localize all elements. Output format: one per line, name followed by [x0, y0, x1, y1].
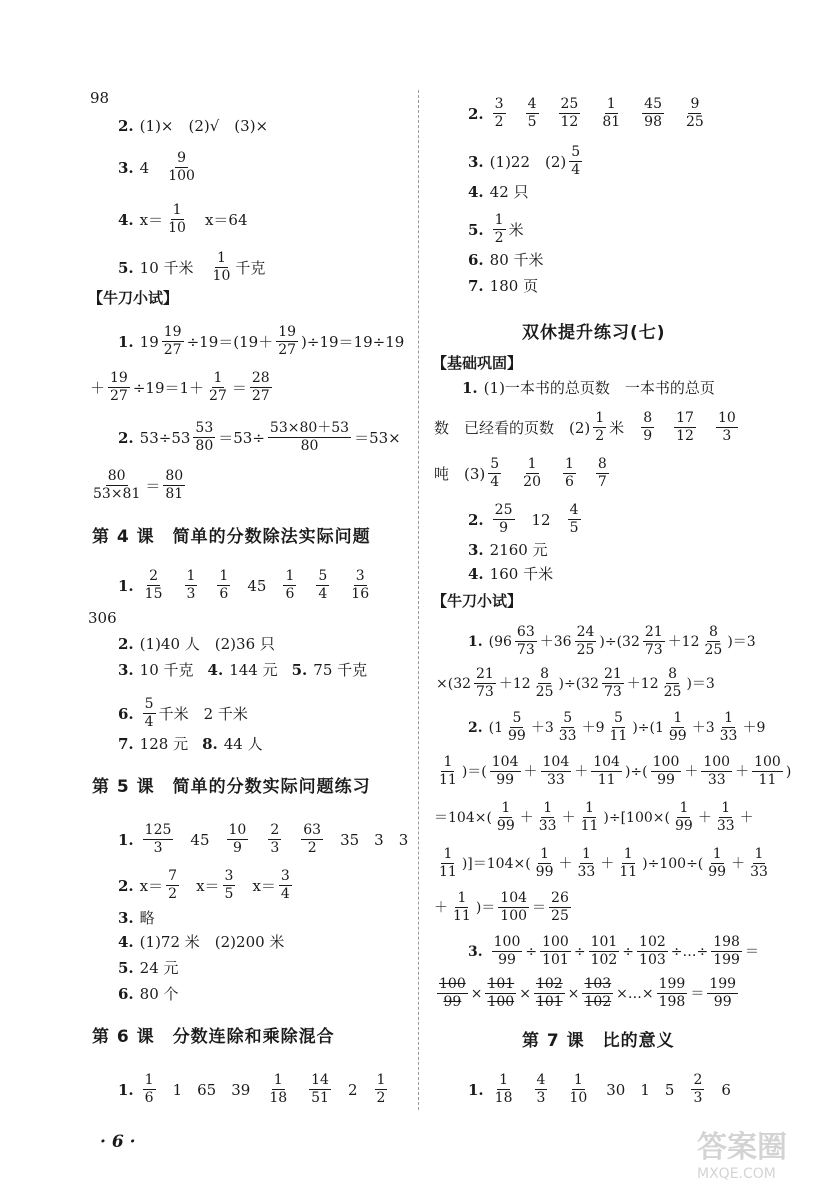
question-number: 4. [118, 210, 134, 229]
question-number: 5. [118, 959, 134, 977]
fraction: $\frac{25}{12}$ [560, 96, 579, 130]
answer-line: 1. $\frac{125}{3}$ 45 $\frac{10}{9}$ $\frac{2}{3}$ $\frac{63}{2}$ 35 3 3 [118, 822, 409, 856]
fraction: $\frac{80}{81}$ [165, 468, 184, 502]
question-number: 7. [118, 735, 134, 753]
question-number: 4. [468, 565, 484, 583]
answer-line: $\frac{1}{11}$ )＝( $\frac{104}{99}$ ＋ $\frac{104}{33}$ ＋ $\frac{104}{11}$ )÷( $\frac{100}{99}$ ＋ $\frac{100}{33}$ ＋ $\frac{100}{11}$ ) [439, 754, 792, 788]
fraction: $\frac{1}{99}$ [668, 710, 687, 744]
fraction: $\frac{25}{9}$ [494, 502, 513, 536]
fraction: $\frac{1}{20}$ [523, 456, 541, 490]
answer-line: ×(32 $\frac{21}{73}$ ＋12 $\frac{8}{25}$ )÷(32 $\frac{21}{73}$ ＋12 $\frac{8}{25}$ )＝3 [436, 666, 715, 700]
answer-line [90, 88, 109, 108]
answer-line: 7. 128 元 8. 44 人 [118, 735, 263, 753]
question-number: 7. [468, 277, 484, 295]
fraction: $\frac{4}{5}$ [569, 502, 579, 536]
lesson-title: 第 4 课 简单的分数除法实际问题 [92, 527, 371, 547]
fraction: $\frac{5}{4}$ [318, 568, 328, 602]
fraction: $\frac{2}{3}$ [270, 822, 280, 856]
question-number: 2. [118, 876, 134, 895]
fraction: $\frac{28}{27}$ [251, 370, 270, 404]
question-number: 6. [118, 704, 134, 723]
answer-line: 6. 80 千米 [468, 251, 544, 269]
fraction: $\frac{21}{73}$ [644, 624, 663, 658]
answer-line [118, 116, 268, 136]
fraction: $\frac{1}{18}$ [494, 1072, 513, 1106]
fraction: $\frac{1}{99}$ [674, 800, 693, 834]
answer-line: 5. 24 元 [118, 959, 179, 977]
question-number: 2. [468, 104, 484, 123]
fraction: $\frac{21}{73}$ [476, 666, 494, 700]
fraction: $\frac{100}{99}$ [652, 754, 680, 788]
question-number: 2. [118, 117, 134, 135]
page-number: · 6 · [100, 1132, 136, 1152]
fraction: $\frac{1}{2}$ [595, 410, 605, 444]
fraction: $\frac{100}{101}$ [542, 934, 569, 968]
fraction: $\frac{1}{6}$ [565, 456, 574, 490]
fraction: $\frac{3}{4}$ [280, 868, 290, 902]
fraction: $\frac{5}{4}$ [490, 456, 500, 490]
fraction: $\frac{19}{27}$ [278, 324, 297, 358]
fraction: $\frac{26}{25}$ [551, 890, 569, 924]
exercise-title: 双休提升练习(七) [522, 323, 666, 343]
answer-text: 千克 [235, 258, 266, 277]
fraction: $\frac{5}{33}$ [558, 710, 577, 744]
fraction: $\frac{1}{33}$ [716, 800, 735, 834]
fraction: $\frac{10}{3}$ [717, 410, 736, 444]
answer-line: 3. $\frac{100}{99}$ ÷ $\frac{100}{101}$ ÷ $\frac{101}{102}$ ÷ $\frac{102}{103}$ ÷…÷ $\frac{198}{199}$ ＝ [468, 934, 759, 968]
answer-line: 2. (1 $\frac{5}{99}$ ＋3 $\frac{5}{33}$ ＋9 $\frac{5}{11}$ )÷(1 $\frac{1}{99}$ ＋3 $\frac{1}{33}$ ＋9 [468, 710, 766, 744]
fraction: $\frac{1}{10}$ [569, 1072, 588, 1106]
question-number: 3. [118, 909, 134, 927]
answer-text: (1)× (2)√ (3)× [139, 117, 269, 135]
fraction: $\frac{198}{199}$ [713, 934, 740, 968]
watermark-text: 答案圈 [697, 1130, 787, 1165]
answer-line: 2. x＝ $\frac{7}{2}$ x＝ $\frac{3}{5}$ x＝ $\frac{3}{4}$ [118, 868, 290, 902]
watermark-url: MXQE.COM [697, 1166, 776, 1182]
lesson-title: 第 6 课 分数连除和乘除混合 [92, 1027, 335, 1047]
fraction: $\frac{8}{9}$ [643, 410, 653, 444]
lesson-title: 第 7 课 比的意义 [522, 1031, 675, 1051]
answer-line: ＋ $\frac{1}{11}$ )＝ $\frac{104}{100}$ ＝ $\frac{26}{25}$ [434, 890, 569, 924]
question-number: 1. [118, 576, 134, 595]
fraction: $\frac{1}{99}$ [708, 846, 727, 880]
answer-line: 3. 10 千克 4. 144 元 5. 75 千克 [118, 661, 368, 679]
answer-line [468, 96, 709, 131]
fraction: $\frac{102}{101}$ [535, 976, 563, 1010]
answer-line [118, 250, 265, 285]
question-number: 1. [118, 1080, 134, 1099]
answer-text: 10 千米 [139, 258, 194, 277]
fraction: $\frac{1}{11}$ [619, 846, 638, 880]
question-number: 1. [462, 379, 478, 397]
fraction: $\frac{100}{99}$ [493, 934, 521, 968]
fraction: $\frac{19}{27}$ [110, 370, 128, 404]
fraction: $\frac{2}{3}$ [693, 1072, 703, 1106]
question-number: 5. [291, 661, 308, 679]
fraction: $\frac{1}{99}$ [535, 846, 554, 880]
fraction: $\frac{63}{2}$ [303, 822, 322, 856]
question-number: 4. [207, 661, 224, 679]
fraction: $\frac{45}{98}$ [644, 96, 662, 130]
fraction: $\frac{1}{2}$ [376, 1072, 386, 1106]
fraction: $\frac{1}{99}$ [496, 800, 515, 834]
answer-text: x＝ [139, 210, 164, 229]
question-number: 3. [468, 541, 484, 559]
answer-line: 6. $\frac{5}{4}$ 千米 2 千米 [118, 696, 248, 730]
answer-line: 数 已经看的页数 (2) $\frac{1}{2}$ 米 $\frac{8}{9}$ $\frac{17}{12}$ $\frac{10}{3}$ [434, 410, 736, 444]
question-number: 3. [468, 943, 483, 960]
question-number: 2. [468, 719, 483, 736]
fraction: $\frac{2}{15}$ [144, 568, 163, 602]
fraction: $\frac{1}{27}$ [209, 370, 227, 404]
answer-line: 1. $\frac{2}{15}$ $\frac{1}{3}$ $\frac{1}{6}$ 45 $\frac{1}{6}$ $\frac{5}{4}$ $\frac{3}{16}$ [118, 568, 370, 602]
fraction: $\frac{80}{53\times 81}$ [93, 468, 141, 502]
fraction: $\frac{7}{2}$ [168, 868, 178, 902]
fraction: $\frac{1}{18}$ [269, 1072, 288, 1106]
fraction: $\frac{100}{11}$ [754, 754, 781, 788]
fraction: $\frac{5}{11}$ [609, 710, 628, 744]
fraction: $\frac{1}{6}$ [219, 568, 229, 602]
column-divider [418, 90, 419, 1110]
answer-line: ＋ $\frac{19}{27}$ ÷19＝1＋ $\frac{1}{27}$ ＝ $\frac{28}{27}$ [90, 370, 270, 404]
section-heading: 【牛刀小试】 [88, 289, 179, 307]
fraction: $\frac{9}{100}$ [168, 150, 195, 184]
question-number: 6. [468, 251, 484, 269]
fraction: $\frac{1}{2}$ [494, 212, 504, 246]
answer-line: 1. $\frac{1}{6}$ 1 65 39 $\frac{1}{18}$ $\frac{14}{51}$ 2 $\frac{1}{2}$ [118, 1072, 386, 1106]
question-number: 5. [118, 258, 134, 277]
fraction: $\frac{1}{81}$ [602, 96, 621, 130]
fraction: $\frac{5}{99}$ [508, 710, 526, 744]
fraction: $\frac{5}{4}$ [571, 144, 581, 178]
answer-line: 1. (96 $\frac{63}{73}$ ＋36 $\frac{24}{25}$ )÷(32 $\frac{21}{73}$ ＋12 $\frac{8}{25}$ )＝3 [468, 624, 756, 658]
fraction: $\frac{8}{25}$ [663, 666, 682, 700]
answer-line: 2. 53÷53 $\frac{53}{80}$ ＝53÷ $\frac{53\times 80+53}{80}$ ＝53× [118, 420, 401, 454]
fraction: $\frac{1}{10}$ [212, 250, 231, 284]
fraction: $\frac{8}{25}$ [704, 624, 723, 658]
fraction: $\frac{21}{73}$ [603, 666, 622, 700]
fraction: $\frac{1}{10}$ [168, 202, 186, 236]
answer-line: 3. (1)22 (2) $\frac{5}{4}$ [468, 144, 581, 178]
answer-line: 7. 180 页 [468, 277, 539, 295]
section-heading: 【牛刀小试】 [432, 592, 523, 610]
fraction: $\frac{53\times 80+53}{80}$ [269, 420, 350, 454]
answer-line: 3. 略 [118, 909, 155, 927]
fraction: $\frac{3}{16}$ [351, 568, 370, 602]
fraction: $\frac{24}{25}$ [576, 624, 595, 658]
fraction: $\frac{1}{33}$ [719, 710, 738, 744]
fraction: $\frac{14}{51}$ [311, 1072, 329, 1106]
fraction: $\frac{101}{100}$ [487, 976, 515, 1010]
fraction: $\frac{19}{27}$ [163, 324, 182, 358]
question-number: 3. [118, 158, 134, 177]
fraction: $\frac{1}{11}$ [439, 754, 457, 788]
answer-text: 98 [90, 89, 110, 107]
question-number: 4. [118, 933, 134, 951]
answer-line [118, 202, 248, 237]
fraction: $\frac{104}{100}$ [500, 890, 528, 924]
fraction: $\frac{4}{5}$ [527, 96, 537, 130]
fraction: $\frac{8}{7}$ [597, 456, 607, 490]
fraction: $\frac{104}{99}$ [491, 754, 519, 788]
fraction: $\frac{1}{3}$ [186, 568, 196, 602]
fraction: $\frac{10}{9}$ [228, 822, 247, 856]
fraction: $\frac{17}{12}$ [676, 410, 694, 444]
question-number: 2. [468, 510, 484, 529]
answer-line [118, 150, 200, 185]
answer-line: 306 [88, 609, 117, 627]
answer-line: 1. (1)一本书的总页数 一本书的总页 [462, 379, 715, 397]
answer-text: x＝64 [204, 210, 248, 229]
fraction: $\frac{104}{33}$ [542, 754, 570, 788]
answer-line: 1. 19 $\frac{19}{27}$ ÷19＝(19＋ $\frac{19}{27}$ )÷19＝19÷19 [118, 324, 405, 358]
answer-line: ＝104×( $\frac{1}{99}$ ＋ $\frac{1}{33}$ ＋ $\frac{1}{11}$ )÷[100×( $\frac{1}{99}$ ＋ $\frac{1}{33}$ ＋ [434, 800, 754, 834]
fraction: $\frac{4}{3}$ [536, 1072, 546, 1106]
fraction: $\frac{125}{3}$ [144, 822, 172, 856]
answer-line: 4. (1)72 米 (2)200 米 [118, 933, 285, 951]
fraction: $\frac{100}{33}$ [703, 754, 731, 788]
question-number: 1. [118, 332, 134, 351]
fraction: $\frac{103}{102}$ [584, 976, 612, 1010]
fraction: $\frac{3}{2}$ [494, 96, 504, 130]
answer-line: $\frac{1}{11}$ )]＝104×( $\frac{1}{99}$ ＋ $\frac{1}{33}$ ＋ $\frac{1}{11}$ )÷100÷( $\frac{1}{99}$ ＋ $\frac{1}{33}$ [439, 846, 768, 880]
answer-line: 3. 2160 元 [468, 541, 548, 559]
lesson-title: 第 5 课 简单的分数实际问题练习 [92, 777, 371, 797]
answer-line: 5. $\frac{1}{2}$ 米 [468, 212, 524, 246]
answer-text: 4 [139, 158, 150, 177]
answer-line: 4. 160 千米 [468, 565, 554, 583]
fraction: $\frac{5}{4}$ [144, 696, 154, 730]
fraction: $\frac{63}{73}$ [516, 624, 535, 658]
fraction: $\frac{1}{11}$ [439, 846, 457, 880]
question-number: 2. [118, 635, 134, 653]
fraction: $\frac{1}{33}$ [538, 800, 557, 834]
question-number: 1. [468, 1080, 484, 1099]
answer-line: 2. $\frac{25}{9}$ 12 $\frac{4}{5}$ [468, 502, 579, 536]
fraction: $\frac{1}{11}$ [453, 890, 471, 924]
section-heading: 【基础巩固】 [432, 354, 523, 372]
fraction: $\frac{100}{99}$ [439, 976, 466, 1010]
answer-line: 4. 42 只 [468, 183, 529, 201]
answer-line: 1. $\frac{1}{18}$ $\frac{4}{3}$ $\frac{1}{10}$ 30 1 5 $\frac{2}{3}$ 6 [468, 1072, 731, 1106]
answer-line: 6. 80 个 [118, 985, 179, 1003]
question-number: 6. [118, 985, 134, 1003]
fraction: $\frac{3}{5}$ [224, 868, 234, 902]
fraction: $\frac{1}{11}$ [580, 800, 599, 834]
fraction: $\frac{199}{198}$ [658, 976, 686, 1010]
answer-line: $\frac{100}{99}$ × $\frac{101}{100}$ × $\frac{102}{101}$ × $\frac{103}{102}$ ×…× $\frac{199}{198}$ ＝ $\frac{199}{99}$ [439, 976, 737, 1010]
fraction: $\frac{101}{102}$ [590, 934, 618, 968]
answer-line: $\frac{80}{53\times 81}$ ＝ $\frac{80}{81}$ [93, 468, 184, 502]
watermark-logo [697, 1122, 809, 1192]
question-number: 3. [118, 661, 134, 679]
question-number: 5. [468, 220, 484, 239]
fraction: $\frac{104}{11}$ [593, 754, 620, 788]
question-number: 2. [118, 428, 134, 447]
question-number: 1. [468, 633, 483, 650]
fraction: $\frac{102}{103}$ [639, 934, 666, 968]
fraction: $\frac{8}{25}$ [535, 666, 554, 700]
fraction: $\frac{1}{6}$ [144, 1072, 154, 1106]
question-number: 8. [202, 735, 218, 753]
answer-line: 吨 (3) $\frac{5}{4}$ $\frac{1}{20}$ $\frac{1}{6}$ $\frac{8}{7}$ [434, 456, 607, 490]
fraction: $\frac{1}{33}$ [750, 846, 768, 880]
fraction: $\frac{9}{25}$ [686, 96, 704, 130]
fraction: $\frac{1}{6}$ [285, 568, 295, 602]
question-number: 1. [118, 830, 134, 849]
fraction: $\frac{1}{33}$ [577, 846, 596, 880]
fraction: $\frac{53}{80}$ [195, 420, 214, 454]
question-number: 3. [468, 152, 484, 171]
question-number: 4. [468, 183, 484, 201]
answer-line: 2. (1)40 人 (2)36 只 [118, 635, 275, 653]
fraction: $\frac{199}{99}$ [709, 976, 737, 1010]
